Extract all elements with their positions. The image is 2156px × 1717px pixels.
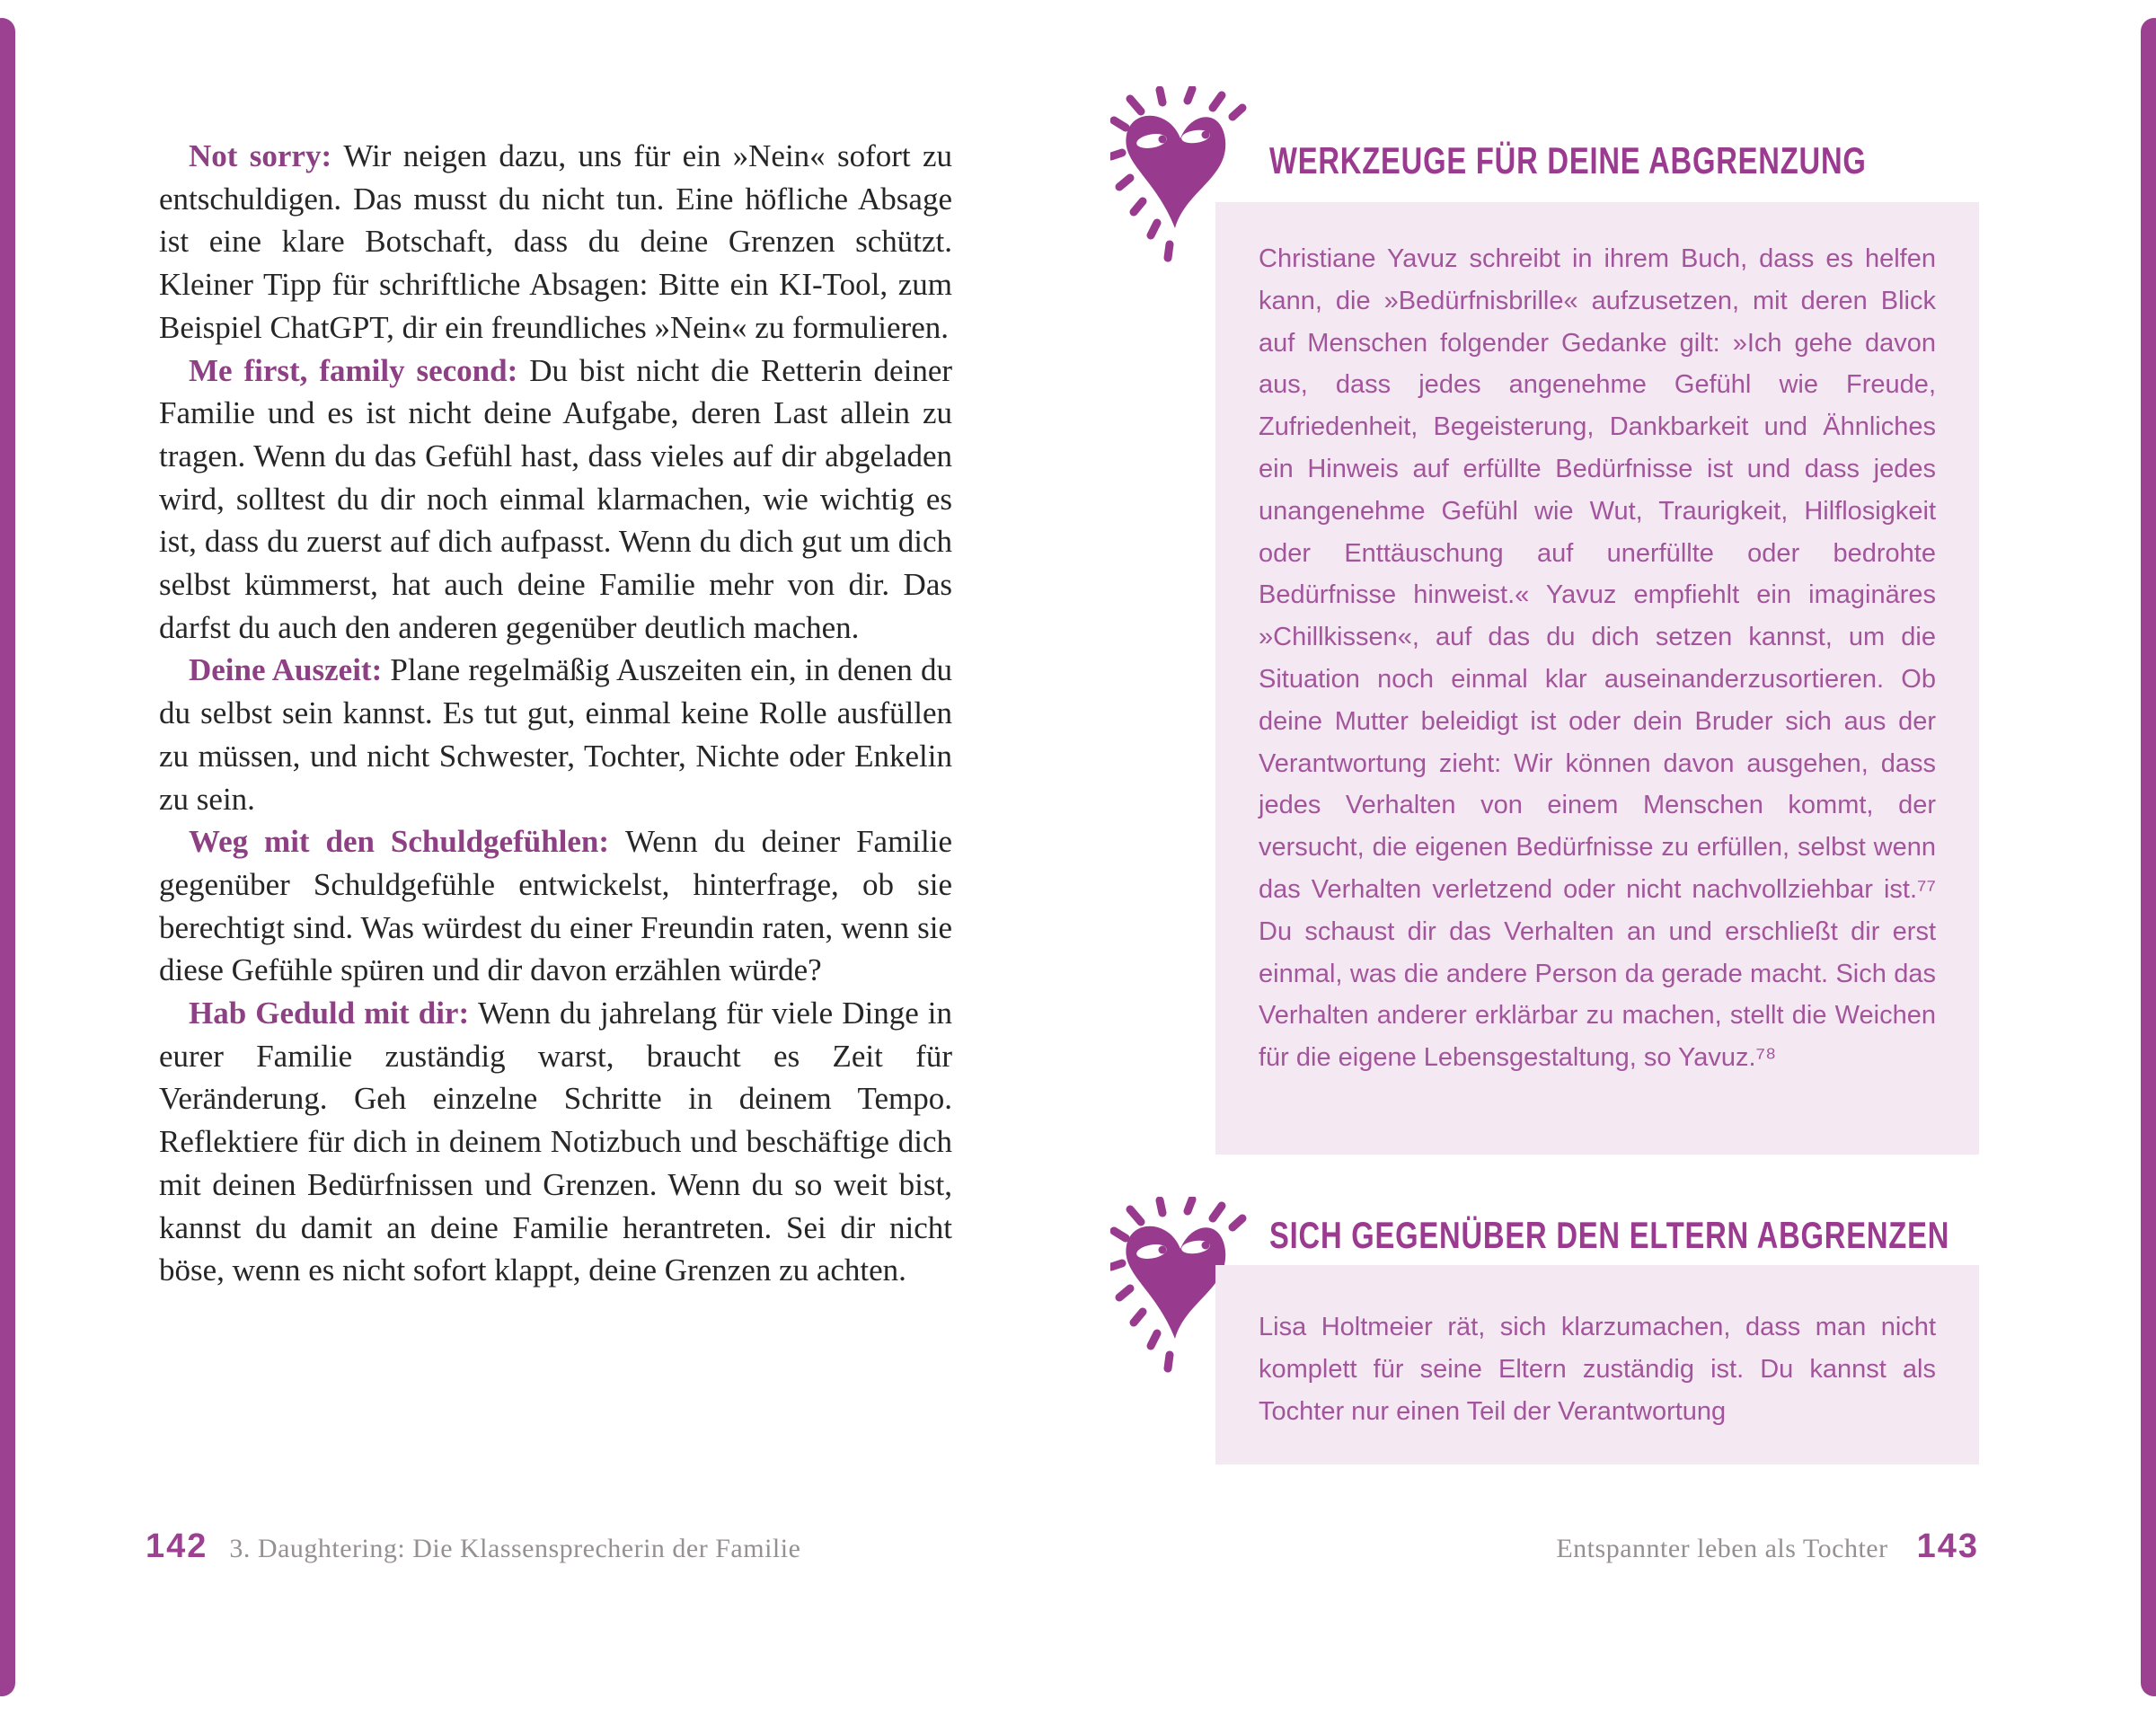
section-heading-eltern bbox=[1269, 1214, 2142, 1257]
book-edge-strip-right bbox=[2141, 18, 2156, 1696]
chapter-title-left: 3. Daughtering: Die Klassensprecherin der Familie bbox=[229, 1534, 801, 1563]
paragraph-text: Wir neigen dazu, uns für ein »Nein« sofort zu entschuldigen. Das musst du nicht tun. Eine höfliche Absage ist eine klare Botschaft, dass du deine Grenzen schützt. Kleiner Tipp für schriftliche Absagen: Bitte ein KI-Tool, zum Beispiel ChatGPT, dir ein freundliches »Nein« zu formulieren. bbox=[159, 138, 952, 345]
right-page-footer bbox=[1556, 1527, 1979, 1566]
paragraph-hab-geduld bbox=[159, 992, 952, 1292]
book-edge-strip-left bbox=[0, 18, 15, 1696]
paragraph-lead: Deine Auszeit: bbox=[189, 652, 391, 688]
paragraph-text: Plane regelmäßig Auszeiten ein, in denen du du selbst sein kannst. Es tut gut, einmal keine Rolle ausfüllen zu müssen, und nicht Schwester, Tochter, Nichte oder Enkelin zu sein. bbox=[159, 652, 952, 817]
paragraph-schuldgefuehle bbox=[159, 820, 952, 992]
paragraph-lead: Weg mit den Schuldgefühlen: bbox=[189, 824, 626, 860]
left-page-footer bbox=[146, 1527, 800, 1566]
section-heading-text: WERKZEUGE FÜR DEINE ABGRENZUNG bbox=[1269, 139, 1867, 181]
page-number-left: 142 bbox=[146, 1527, 208, 1565]
paragraph-text: Wenn du jahrelang für viele Dinge in eurer Familie zuständig warst, braucht es Zeit für Veränderung. Geh einzelne Schritte in deinem Tempo. Reflektiere für dich in deinem Notizbuch und beschäftige dich mit deinen Bedürfnissen und Grenzen. Wenn du so weit bist, kannst du damit an deine Familie herantreten. Sei dir nicht böse, wenn es nicht sofort klappt, deine Grenzen zu achten. bbox=[159, 996, 953, 1288]
section-heading-werkzeuge bbox=[1269, 139, 2035, 182]
tool-box-text: Christiane Yavuz schreibt in ihrem Buch, dass es helfen kann, die »Bedürfnisbrille« aufzusetzen, mit deren Blick auf Menschen folgender Gedanke gilt: »Ich gehe davon aus, dass jedes angenehme Gefühl wie Freude, Zufriedenheit, Begeisterung, Dankbarkeit und Ähnliches ein Hinweis auf erfüllte Bedürfnisse ist und dass jedes unangenehme Gefühl wie Wut, Traurigkeit, Hilflosigkeit oder Enttäuschung auf unerfüllte oder bedrohte Bedürfnisse hinweist.« Yavuz empfiehlt ein imaginäres »Chillkissen«, auf das du dich setzen kannst, um die Situation noch einmal klar auseinanderzusortieren. Ob deine Mutter beleidigt ist oder dein Bruder sich aus der Verantwortung zieht: Wir können davon ausgehen, dass jedes Verhalten von einem Menschen kommt, der versucht, die eigenen Bedürfnisse zu erfüllen, selbst wenn das Verhalten verletzend oder nicht nachvollziehbar ist.⁷⁷ Du schaust dir das Verhalten an und erschließt dir erst einmal, was die andere Person da gerade macht. Sich das Verhalten anderer erklärbar zu machen, stellt die Weichen für die eigene Lebensgestaltung, so Yavuz.⁷⁸ bbox=[1259, 244, 1936, 1073]
paragraph-me-first bbox=[159, 350, 952, 650]
paragraph-lead: Me first, family second: bbox=[189, 352, 530, 388]
paragraph-lead: Hab Geduld mit dir: bbox=[189, 996, 479, 1031]
tool-box-text: Lisa Holtmeier rät, sich klarzumachen, dass man nicht komplett für seine Eltern zuständig ist. Du kannst als Tochter nur einen Teil der Verantwortung bbox=[1259, 1313, 1936, 1426]
paragraph-text: Du bist nicht die Retterin deiner Familie und es ist nicht deine Aufgabe, deren Last allein zu tragen. Wenn du das Gefühl hast, dass vieles auf dir abgeladen wird, solltest du dir noch einmal klarmachen, wie wichtig es ist, dass du zuerst auf dich aufpasst. Wenn du dich gut um dich selbst kümmerst, hat auch deine Familie mehr von dir. Das darfst du auch den anderen gegenüber deutlich machen. bbox=[159, 352, 953, 645]
page-number-right: 143 bbox=[1916, 1527, 1979, 1565]
section-heading-text: SICH GEGENÜBER DEN ELTERN ABGRENZEN bbox=[1269, 1214, 1950, 1256]
paragraph-lead: Not sorry: bbox=[189, 138, 344, 173]
tool-box-eltern bbox=[1215, 1265, 1979, 1465]
paragraph-deine-auszeit bbox=[159, 649, 952, 820]
tool-box-werkzeuge bbox=[1215, 202, 1979, 1155]
left-page-body bbox=[159, 135, 952, 1292]
paragraph-not-sorry bbox=[159, 135, 952, 350]
chapter-title-right: Entspannter leben als Tochter bbox=[1556, 1534, 1888, 1563]
paragraph-text: Wenn du deiner Familie gegenüber Schuldgefühle entwickelst, hinterfrage, ob sie berechtigt sind. Was würdest du einer Freundin raten, wenn sie diese Gefühle spüren und dir davon erzählen würde? bbox=[159, 824, 952, 988]
